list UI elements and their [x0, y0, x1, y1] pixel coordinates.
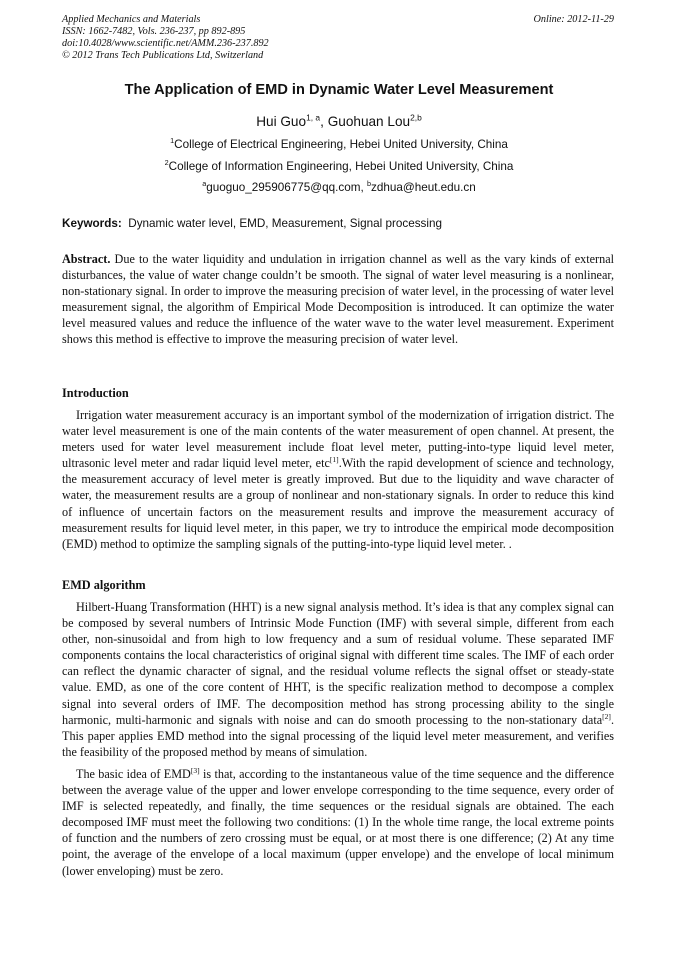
emd-body	[62, 599, 614, 879]
author-line	[40, 114, 638, 129]
introduction-body	[62, 407, 614, 552]
emd-heading: EMD algorithm	[62, 578, 146, 592]
intro-text-a: Irrigation water measurement accuracy is an important symbol of the modernization of irrigation district. The water level measurement is one of the main contents of the water measurement of open channel. At present, the meters used for water level measurement include float level meter, putting-into-type liquid level meter, ultrasonic level meter and radar liquid level meter, etc	[62, 408, 614, 471]
email-b-sup: b	[366, 179, 371, 189]
abstract	[62, 251, 614, 348]
affiliation-2-text: College of Information Engineering, Hebei United University, China	[168, 160, 514, 173]
keywords-text: Dynamic water level, EMD, Measurement, Signal processing	[128, 217, 443, 230]
author-2-sup: 2,b	[410, 112, 422, 123]
author-1: Hui Guo	[256, 114, 307, 129]
citation-1[interactable]: [1]	[329, 455, 339, 465]
emd-p2-text-b: is that, according to the instantaneous value of the time sequence and the difference between the average value of the upper and lower envelope corresponding to the time sequence, every order of IMF is selected repeatedly, and finally, the time sequences or the residual signals are obtained. The each decomposed IMF must meet the following two conditions: (1) In the whole time range, the local extreme points of function and the numbers of zero crossing must be equal, or at most there is one difference; (2) At any time point, the average of the envelope of a local maximum (upper envelope) and the envelope of local minimum (lower enveloping) must be zero.	[62, 766, 614, 878]
online-date: Online: 2012-11-29	[533, 14, 614, 25]
emd-p2-text-a: The basic idea of EMD	[76, 766, 191, 781]
abstract-label: Abstract.	[62, 252, 111, 266]
copyright: © 2012 Trans Tech Publications Ltd, Switzerland	[62, 50, 264, 61]
journal-header	[62, 14, 614, 62]
emd-p1-text-b: . This paper applies EMD method into the signal processing of the liquid level meter measurement, and verifies the feasibility of the proposed method by means of simulation.	[62, 712, 614, 759]
author-2: Guohuan Lou	[327, 114, 411, 129]
introduction-heading: Introduction	[62, 386, 129, 400]
citation-3[interactable]: [3]	[190, 765, 200, 775]
email-b[interactable]: zdhua@heut.edu.cn	[370, 181, 476, 194]
keywords-label: Keywords:	[62, 217, 122, 230]
affiliation-2-sup: 2	[164, 158, 169, 168]
affiliation-1	[40, 138, 638, 151]
email-line	[40, 181, 638, 194]
author-separator: ,	[320, 114, 328, 129]
abstract-text: Due to the water liquidity and undulation in irrigation channel as well as the vary kinds of external disturbances, the value of water change couldn’t be smooth. The signal of water level measuring is a nonlinear, non-stationary signal. In order to improve the measuring precision of water level, in the processing of water level measurement signal, the algorithm of Empirical Mode Decomposition is introduced. It can optimize the water level measured values and reduce the influence of the water wave to the water level measurement. Experiment shows this method is effective to improve the measuring precision of water level.	[62, 252, 615, 347]
author-1-sup: 1, a	[306, 112, 321, 123]
journal-name: Applied Mechanics and Materials	[62, 14, 201, 25]
affiliation-2	[40, 160, 638, 173]
paper-title: The Application of EMD in Dynamic Water Level Measurement	[124, 82, 554, 98]
keywords	[62, 217, 622, 230]
affiliation-1-sup: 1	[170, 136, 175, 146]
email-a-sup: a	[202, 179, 207, 189]
citation-2[interactable]: [2]	[602, 711, 611, 721]
intro-text-b: .With the rapid development of science and technology, the measurement accuracy of level meter is greatly improved. But due to the liquidity and wave character of water, the measurement results are a group of nonlinear and non-stationary signals. In order to reduce this kind of influence of uncertain factors on the measurement results and improve the measurement accuracy of measurement results for liquid level meter, in this paper, we try to introduce the empirical mode decomposition (EMD) method to optimize the sampling signals of the putting-into-type liquid level meter. .	[62, 456, 614, 551]
affiliation-1-text: College of Electrical Engineering, Hebei United University, China	[174, 138, 508, 151]
emd-p1-text-a: Hilbert-Huang Transformation (HHT) is a new signal analysis method. It’s idea is that any complex signal can be composed by several numbers of Intrinsic Mode Function (IMF) with several simple, different from each other, non-sinusoidal and from high to low frequency and a sum of residual volume. These separated IMF components contains the local characteristics of original signal with different time scales. The IMF of each order can reflect the dynamic character of signal, and the residual volume reflects the signal offset or steady-state value. EMD, as one of the core content of HHT, is the specific realization method to decompose a complex signal into several orders of IMF. The decomposition method has strong processing ability to the single harmonic, multi-harmonic and signals with noise and can do smooth processing to the non-stationary data	[62, 600, 614, 727]
issn: ISSN: 1662-7482, Vols. 236-237, pp 892-895	[62, 26, 246, 37]
email-a[interactable]: guoguo_295906775@qq.com,	[206, 181, 367, 194]
doi: doi:10.4028/www.scientific.net/AMM.236-237.892	[62, 38, 269, 49]
